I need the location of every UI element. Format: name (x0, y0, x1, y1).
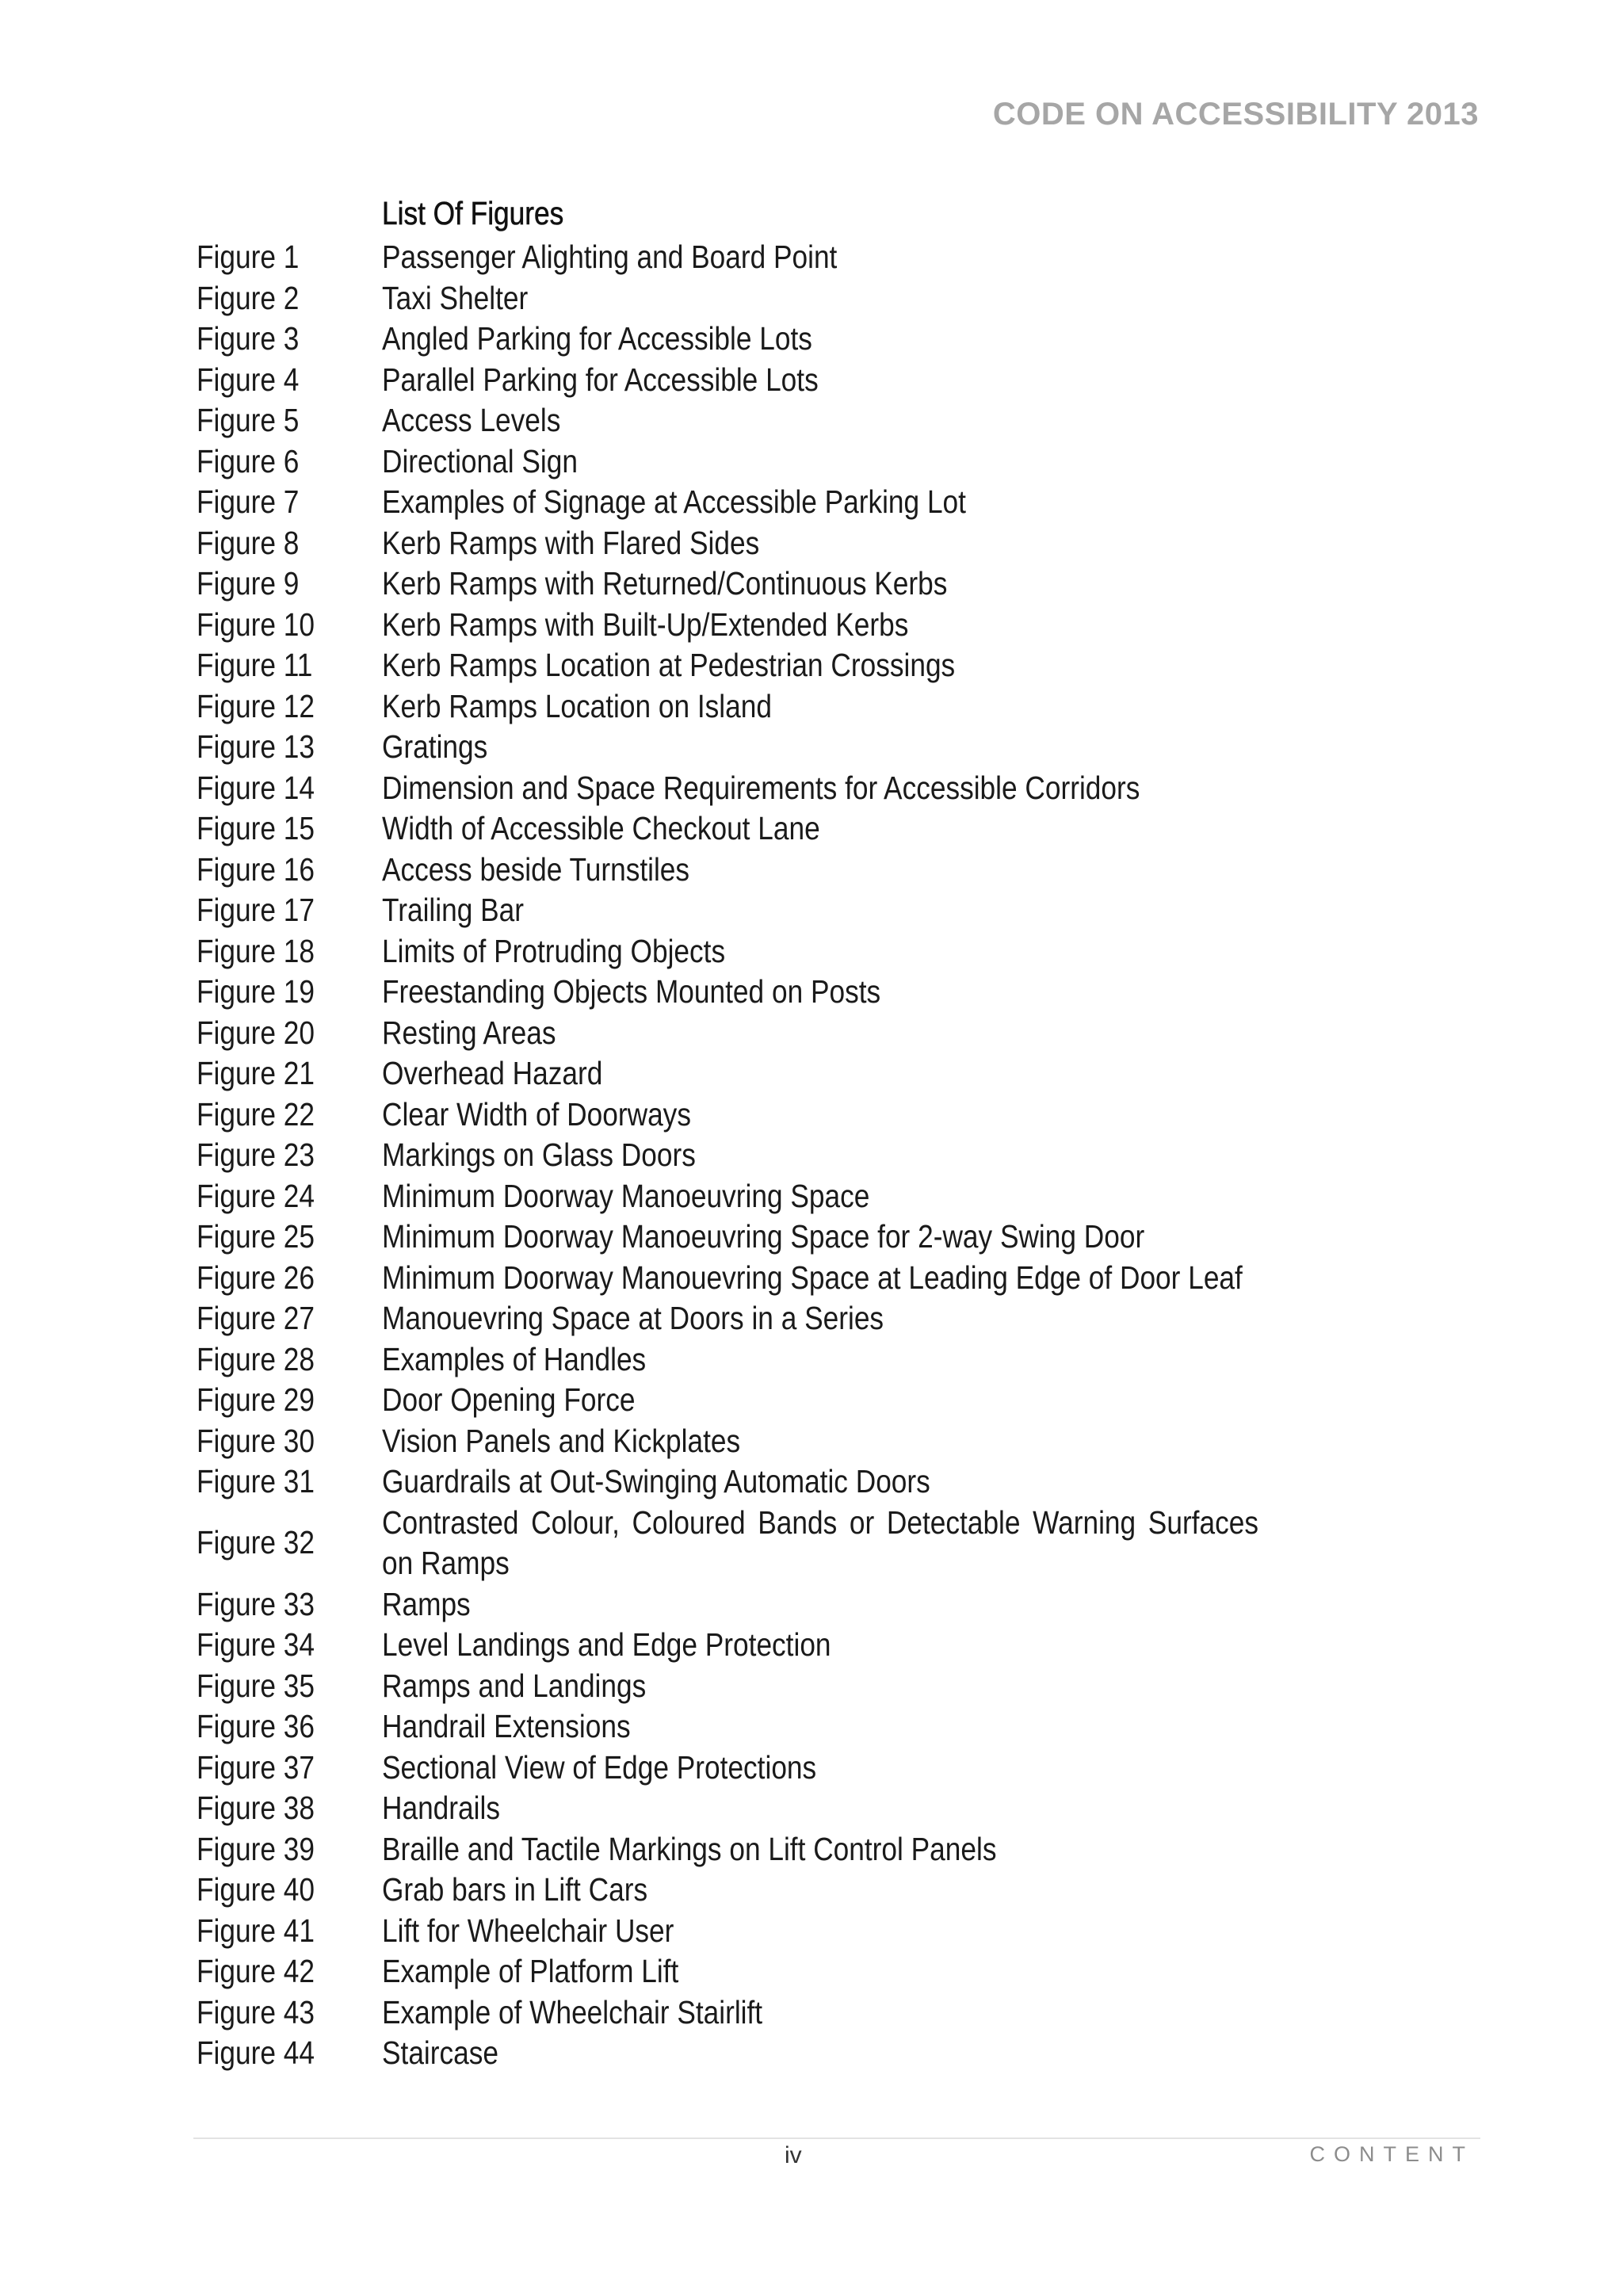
figure-number: Figure 23 (197, 1137, 315, 1173)
figure-list-item (197, 1911, 1401, 1952)
figure-list-item (197, 850, 1401, 891)
footer-page-number: iv (785, 2142, 802, 2168)
figure-title: Door Opening Force (382, 1381, 636, 1418)
figure-title: Trailing Bar (382, 892, 524, 928)
figure-list-item (197, 237, 1401, 278)
figure-list-item (197, 1992, 1401, 2034)
figure-number: Figure 22 (197, 1095, 315, 1133)
figure-number: Figure 35 (197, 1667, 315, 1704)
figure-number: Figure 30 (197, 1422, 315, 1459)
figure-list-item (197, 1706, 1401, 1748)
figure-title: Passenger Alighting and Board Point (382, 239, 838, 275)
figure-number: Figure 37 (197, 1748, 315, 1786)
figure-list-item (197, 1380, 1401, 1421)
figure-number: Figure 31 (197, 1463, 315, 1499)
figure-number: Figure 34 (197, 1626, 315, 1663)
figure-title: Contrasted Colour, Coloured Bands or Detectable Warning Surfaces on Ramps (382, 1503, 1258, 1581)
figure-number: Figure 42 (197, 1953, 315, 1989)
figure-list-item (197, 1095, 1401, 1136)
footer-divider (193, 2137, 1480, 2139)
figure-list-item (197, 523, 1401, 564)
figure-number: Figure 7 (197, 483, 300, 520)
figure-list-item (197, 1788, 1401, 1829)
figure-title: Overhead Hazard (382, 1055, 603, 1091)
figure-title: Lift for Wheelchair User (382, 1912, 674, 1949)
figure-list-item (197, 1421, 1401, 1462)
figure-title: Ramps and Landings (382, 1667, 647, 1704)
figure-number: Figure 4 (197, 361, 300, 398)
figure-title: Directional Sign (382, 442, 578, 479)
figure-list-item (197, 400, 1401, 441)
figure-number: Figure 39 (197, 1830, 315, 1867)
figure-number: Figure 41 (197, 1912, 315, 1949)
figure-title: Handrail Extensions (382, 1708, 631, 1744)
figure-number: Figure 10 (197, 606, 315, 643)
figure-title: Parallel Parking for Accessible Lots (382, 361, 819, 398)
figure-title: Dimension and Space Requirements for Accessible Corridors (382, 769, 1140, 806)
figure-title: Angled Parking for Accessible Lots (382, 320, 812, 357)
figure-list-item (197, 808, 1401, 850)
figure-number: Figure 44 (197, 2034, 315, 2071)
figure-title: Kerb Ramps with Built-Up/Extended Kerbs (382, 606, 909, 643)
figure-number: Figure 6 (197, 442, 300, 479)
figure-title: Kerb Ramps Location at Pedestrian Crossings (382, 647, 956, 683)
figure-list-item (197, 1217, 1401, 1258)
figure-number: Figure 36 (197, 1708, 315, 1744)
figure-list-item (197, 1298, 1401, 1339)
document-header-title: CODE ON ACCESSIBILITY 2013 (992, 97, 1479, 132)
figure-number: Figure 15 (197, 810, 315, 846)
figure-list-item (197, 931, 1401, 972)
figure-number: Figure 29 (197, 1381, 315, 1418)
figure-number: Figure 3 (197, 320, 300, 357)
figure-list-item (197, 319, 1401, 360)
figure-list-item (197, 727, 1401, 768)
figure-number: Figure 12 (197, 687, 315, 724)
figure-list-item (197, 1748, 1401, 1789)
figure-number: Figure 38 (197, 1790, 315, 1826)
figure-number: Figure 18 (197, 932, 315, 969)
figure-list (197, 237, 1401, 2074)
figure-number: Figure 13 (197, 728, 315, 765)
figure-title: Taxi Shelter (382, 279, 529, 316)
figure-title: Handrails (382, 1790, 500, 1826)
figure-list-item (197, 278, 1401, 319)
figure-list-item (197, 1503, 1401, 1584)
figure-list-item (197, 563, 1401, 605)
figure-title: Kerb Ramps with Returned/Continuous Kerbs (382, 565, 948, 602)
figure-number: Figure 2 (197, 279, 300, 316)
figure-number: Figure 16 (197, 850, 315, 888)
figure-list-item (197, 1013, 1401, 1054)
figure-list-item (197, 972, 1401, 1013)
figure-list-item (197, 1829, 1401, 1870)
figure-title: Width of Accessible Checkout Lane (382, 810, 820, 846)
figure-title: Minimum Doorway Manouevring Space at Leading Edge of Door Leaf (382, 1259, 1243, 1296)
figure-number: Figure 24 (197, 1177, 315, 1214)
figure-title: Kerb Ramps Location on Island (382, 687, 772, 724)
figure-title: Braille and Tactile Markings on Lift Control Panels (382, 1830, 997, 1867)
figure-title: Clear Width of Doorways (382, 1095, 691, 1133)
figure-number: Figure 28 (197, 1340, 315, 1377)
figure-list-item (197, 645, 1401, 686)
figure-list-item (197, 1870, 1401, 1911)
figure-title: Minimum Doorway Manoeuvring Space for 2-way Swing Door (382, 1218, 1145, 1255)
figure-number: Figure 43 (197, 1993, 315, 2030)
list-of-figures-heading: List Of Figures (382, 195, 564, 231)
figure-title: Kerb Ramps with Flared Sides (382, 524, 760, 561)
figure-list-item (197, 1258, 1401, 1299)
figure-title: Example of Wheelchair Stairlift (382, 1993, 763, 2030)
figure-number: Figure 1 (197, 239, 300, 275)
figure-title: Examples of Handles (382, 1340, 647, 1377)
figure-title: Minimum Doorway Manoeuvring Space (382, 1177, 870, 1214)
figure-list-item (197, 1951, 1401, 1992)
figure-number: Figure 5 (197, 402, 300, 438)
figure-title: Staircase (382, 2034, 498, 2071)
figure-list-item (197, 482, 1401, 523)
figure-list-item (197, 2033, 1401, 2074)
figure-title: Limits of Protruding Objects (382, 932, 726, 969)
footer-section-label: CONTENT (1309, 2142, 1474, 2166)
figure-list-item (197, 1135, 1401, 1176)
figure-title: Gratings (382, 728, 488, 765)
figure-title: Manouevring Space at Doors in a Series (382, 1300, 884, 1336)
figure-list-item (197, 1666, 1401, 1707)
figure-list-item (197, 1461, 1401, 1503)
figure-title: Freestanding Objects Mounted on Posts (382, 973, 881, 1010)
figure-number: Figure 32 (197, 1524, 315, 1561)
figure-number: Figure 33 (197, 1585, 315, 1622)
figure-number: Figure 25 (197, 1218, 315, 1255)
figure-number: Figure 21 (197, 1055, 315, 1091)
figure-number: Figure 19 (197, 973, 315, 1010)
figure-title: Ramps (382, 1585, 471, 1622)
figure-number: Figure 14 (197, 769, 315, 806)
figure-title: Level Landings and Edge Protection (382, 1626, 831, 1663)
figure-number: Figure 17 (197, 892, 315, 928)
figure-title: Sectional View of Edge Protections (382, 1748, 817, 1786)
figure-list-item (197, 768, 1401, 809)
figure-title: Markings on Glass Doors (382, 1137, 696, 1173)
figure-number: Figure 9 (197, 565, 300, 602)
figure-list-item (197, 605, 1401, 646)
figure-title: Access Levels (382, 402, 561, 438)
figure-number: Figure 27 (197, 1300, 315, 1336)
figure-title: Vision Panels and Kickplates (382, 1422, 741, 1459)
figure-title: Examples of Signage at Accessible Parking Lot (382, 483, 966, 520)
figure-number: Figure 20 (197, 1014, 315, 1051)
figure-list-item (197, 686, 1401, 728)
figure-list-item (197, 1339, 1401, 1381)
figure-list-item (197, 890, 1401, 931)
figure-number: Figure 40 (197, 1871, 315, 1908)
figure-title: Access beside Turnstiles (382, 850, 690, 888)
figure-number: Figure 8 (197, 524, 300, 561)
figure-title: Example of Platform Lift (382, 1953, 679, 1989)
figure-list-item (197, 441, 1401, 483)
figure-title: Resting Areas (382, 1014, 556, 1051)
figure-number: Figure 26 (197, 1259, 315, 1296)
figure-list-item (197, 360, 1401, 401)
figure-list-item (197, 1625, 1401, 1666)
figure-number: Figure 11 (197, 647, 313, 683)
figure-title: Guardrails at Out-Swinging Automatic Doors (382, 1463, 930, 1499)
figure-list-item (197, 1053, 1401, 1095)
figure-list-item (197, 1584, 1401, 1626)
figure-list-item (197, 1176, 1401, 1217)
figure-title: Grab bars in Lift Cars (382, 1871, 648, 1908)
